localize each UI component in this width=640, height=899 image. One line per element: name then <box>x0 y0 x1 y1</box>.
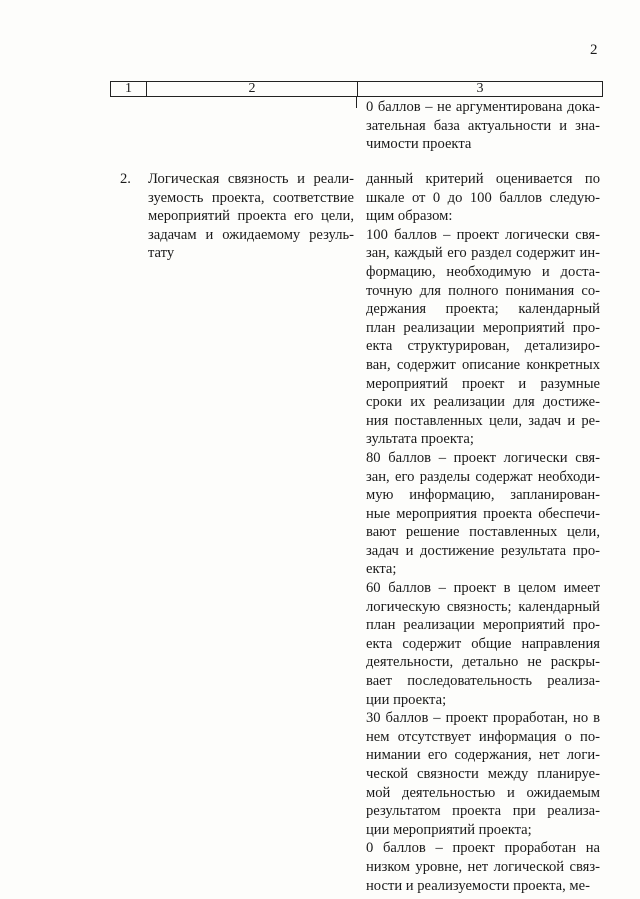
text-line: вают решение поставленных цели, <box>366 524 600 541</box>
row-number: 2. <box>120 171 131 187</box>
text-line: зан, каждый его раздел содержит ин- <box>366 245 600 262</box>
text-line: план реализации мероприятий про- <box>366 617 600 634</box>
text-line: низком уровне, нет логической связ- <box>366 858 600 875</box>
criterion-description <box>366 170 600 895</box>
text-line: 30 баллов – проект проработан, но в <box>366 710 600 727</box>
header-cell-1: 1 <box>111 82 147 96</box>
text-line: тату <box>148 245 175 262</box>
header-cell-3: 3 <box>476 81 484 96</box>
text-line: задач и достижение результата про- <box>366 542 600 559</box>
table-header-row <box>110 81 603 97</box>
text-line: 0 баллов – проект проработан на <box>366 840 600 857</box>
text-line: держания проекта; календарный <box>366 301 600 318</box>
page-number: 2 <box>590 42 598 58</box>
text-line: ности и реализуемости проекта, ме- <box>366 877 591 894</box>
text-line: ции мероприятий проекта; <box>366 821 532 838</box>
text-line: 60 баллов – проект в целом имеет <box>366 580 600 597</box>
text-line: екта структурирован, детализиро- <box>366 338 600 355</box>
header-cell-2: 2 <box>147 82 358 96</box>
text-line: формацию, необходимую и доста- <box>366 263 600 280</box>
text-line: ческой связности между планируе- <box>366 766 600 782</box>
text-line: ции проекта; <box>366 691 447 708</box>
text-line: зультата проекта; <box>366 431 474 448</box>
text-line: ные мероприятия проекта обеспечи- <box>366 505 600 522</box>
text-line: 0 баллов – не аргументирована дока- <box>366 99 600 115</box>
text-line: нимании его содержания, нет логи- <box>366 747 600 764</box>
text-line: точную для полного понимания со- <box>366 282 600 299</box>
text-line: план реализации мероприятий про- <box>366 319 600 336</box>
text-line: екта содержит общие направления <box>366 635 600 652</box>
text-line: сроки их реализации для достиже- <box>366 394 600 411</box>
criterion-text <box>148 170 354 263</box>
text-line: логическую связность; календарный <box>366 598 600 615</box>
column-divider <box>356 96 357 108</box>
text-line: екта; <box>366 561 397 578</box>
text-line: 80 баллов – проект логически свя- <box>366 449 600 466</box>
text-line: 100 баллов – проект логически свя- <box>366 226 600 243</box>
text-line: данный критерий оценивается по <box>366 171 600 187</box>
text-line: шкале от 0 до 100 баллов следую- <box>366 189 600 206</box>
text-line: мероприятий проект и разумные <box>366 375 600 392</box>
text-line: нем отсутствует информация о по- <box>366 728 600 745</box>
text-line: мероприятий проекта его цели, <box>148 208 354 225</box>
text-line: зуемость проекта, соответствие <box>148 189 354 206</box>
text-line: щим образом: <box>366 208 453 225</box>
text-line: мой деятельностью и ожидаемым <box>366 784 600 801</box>
text-line: результатом проекта при реализа- <box>366 803 600 820</box>
text-line: ван, содержит описание конкретных <box>366 356 600 373</box>
text-line: деятельности, детально не раскры- <box>366 654 600 671</box>
previous-row-description <box>366 98 600 154</box>
text-line: зан, его разделы содержат необходи- <box>366 468 600 485</box>
text-line: мую информацию, запланирован- <box>366 487 600 504</box>
text-line: ния поставленных цели, задач и ре- <box>366 412 600 429</box>
text-line: зательная база актуальности и зна- <box>366 117 600 134</box>
text-line: задачам и ожидаемому резуль- <box>148 226 354 243</box>
text-line: Логическая связность и реали- <box>148 171 354 187</box>
text-line: чимости проекта <box>366 136 472 153</box>
text-line: вает последовательность реализа- <box>366 673 600 690</box>
